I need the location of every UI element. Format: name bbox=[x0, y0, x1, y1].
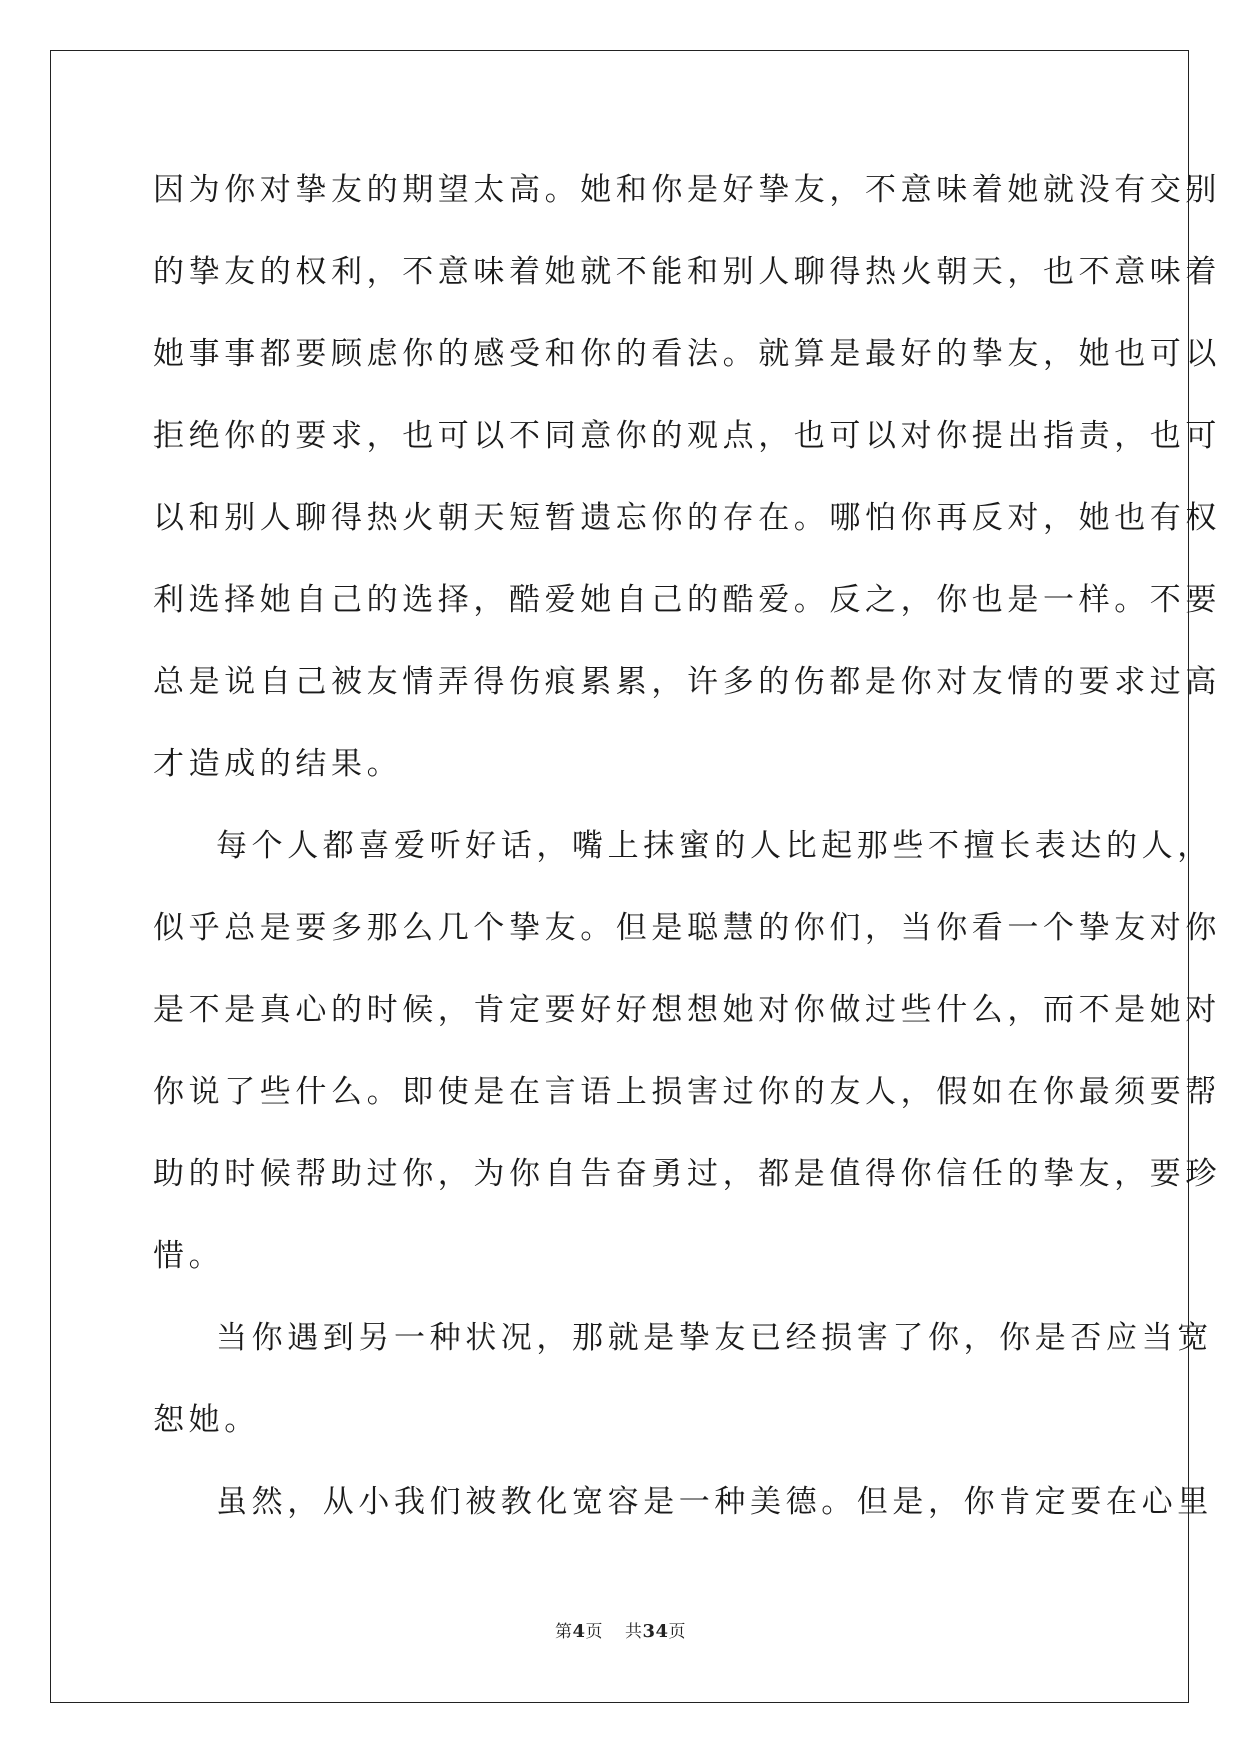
total-pages: 34 bbox=[642, 1621, 669, 1642]
page-prefix: 第 bbox=[554, 1622, 573, 1642]
text-line: 当你遇到另一种状况，那就是挚友已经损害了你，你是否应当宽 bbox=[216, 1320, 1213, 1356]
text-line: 才造成的结果。 bbox=[153, 746, 403, 782]
total-suffix: 页 bbox=[668, 1622, 687, 1642]
document-body bbox=[153, 160, 1221, 1554]
text-line: 惜。 bbox=[153, 1238, 225, 1274]
page-footer bbox=[0, 1617, 1241, 1642]
total-prefix: 共 bbox=[624, 1622, 643, 1642]
text-line: 恕她。 bbox=[153, 1402, 260, 1438]
text-line: 她事事都要顾虑你的感受和你的看法。就算是最好的挚友，她也可以 bbox=[153, 336, 1221, 372]
text-line: 以和别人聊得热火朝天短暂遗忘你的存在。哪怕你再反对，她也有权 bbox=[153, 500, 1221, 536]
text-line: 虽然，从小我们被教化宽容是一种美德。但是，你肯定要在心里 bbox=[216, 1484, 1213, 1520]
page-number: 4 bbox=[572, 1621, 586, 1642]
text-line: 似乎总是要多那么几个挚友。但是聪慧的你们，当你看一个挚友对你 bbox=[153, 910, 1221, 946]
text-line: 是不是真心的时候，肯定要好好想想她对你做过些什么，而不是她对 bbox=[153, 992, 1221, 1028]
text-line: 总是说自己被友情弄得伤痕累累，许多的伤都是你对友情的要求过高 bbox=[153, 664, 1221, 700]
text-line: 的挚友的权利，不意味着她就不能和别人聊得热火朝天，也不意味着 bbox=[153, 254, 1221, 290]
text-line: 每个人都喜爱听好话，嘴上抹蜜的人比起那些不擅长表达的人， bbox=[216, 828, 1213, 864]
text-line: 拒绝你的要求，也可以不同意你的观点，也可以对你提出指责，也可 bbox=[153, 418, 1221, 454]
page-suffix: 页 bbox=[585, 1622, 603, 1642]
text-line: 你说了些什么。即使是在言语上损害过你的友人，假如在你最须要帮 bbox=[153, 1074, 1221, 1110]
text-line: 助的时候帮助过你，为你自告奋勇过，都是值得你信任的挚友，要珍 bbox=[153, 1156, 1221, 1192]
text-line: 因为你对挚友的期望太高。她和你是好挚友，不意味着她就没有交别 bbox=[153, 172, 1221, 208]
text-line: 利选择她自己的选择，酷爱她自己的酷爱。反之，你也是一样。不要 bbox=[153, 582, 1221, 618]
